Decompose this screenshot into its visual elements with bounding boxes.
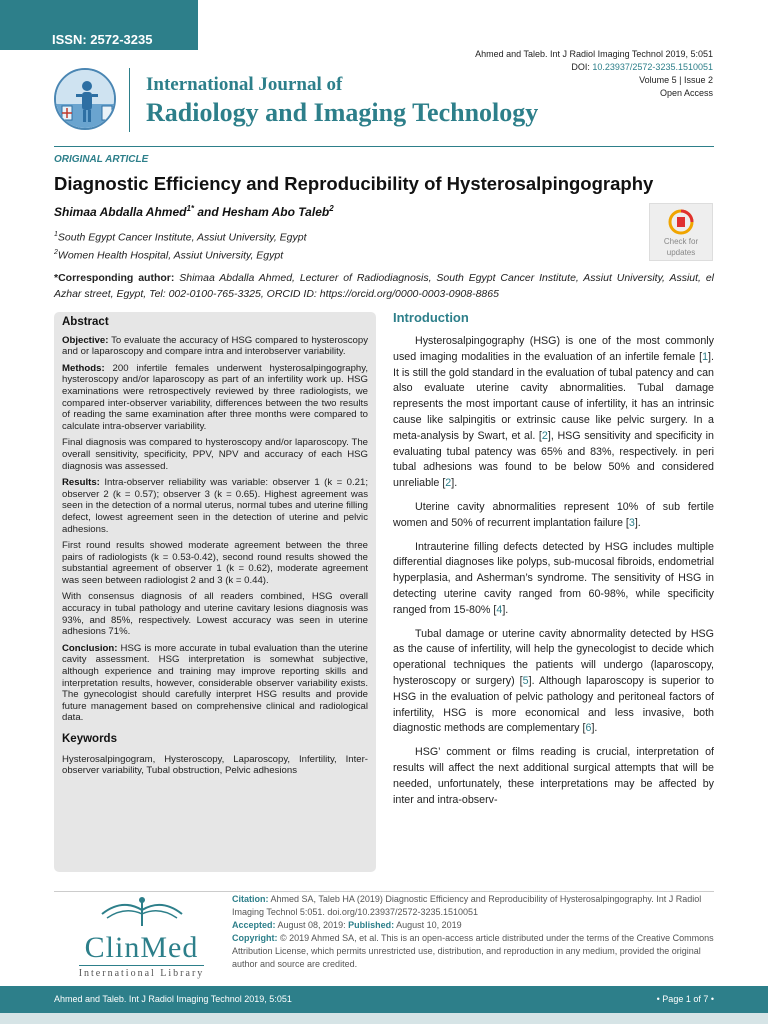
journal-name-line1: International Journal of xyxy=(146,74,343,95)
doi-link[interactable]: 10.23937/2572-3235.1510051 xyxy=(592,62,713,72)
abstract-objective xyxy=(62,335,368,358)
ref-link-2[interactable]: 2 xyxy=(541,429,548,442)
journal-name-line2: Radiology and Imaging Technology xyxy=(146,98,539,127)
author-2: Hesham Abo Taleb xyxy=(222,205,330,219)
abstract-results-2: First round results showed moderate agreement between the three pairs of radiologists (k = 0.53-0.42), second round results showed the substantial agreement of observer 1 (k = 0.62), moderate agreement was seen between radiologist 2 and 3 (k = 0.44). xyxy=(62,540,368,586)
introduction-body xyxy=(393,334,714,816)
affiliation-1 xyxy=(54,231,307,244)
objective-text: To evaluate the accuracy of HSG compared to hysteroscopy and or laparoscopy and compare intra and interobserver variability. xyxy=(62,334,368,358)
author-2-sup: 2 xyxy=(329,204,334,213)
citation-box xyxy=(232,893,716,971)
authors xyxy=(54,204,334,219)
intro-paragraph-2 xyxy=(393,500,714,532)
ref-link-4[interactable]: 4 xyxy=(496,603,503,616)
keywords-heading: Keywords xyxy=(62,733,117,745)
published-date: August 10, 2019 xyxy=(394,920,462,930)
intro-p4-c: ]. xyxy=(591,722,598,735)
intro-p1-b: ]. It is still the gold standard in the evaluation of tubal patency and can also evaluate uterine cavity abnormalities. Tubal damage represents the most important cause of infertility, it has an intrinsic cause like salpingitis or extrinsic cause like pelvic surgery. In a meta-analysis by Swart, et al. [ xyxy=(393,350,714,442)
footer-citation: Ahmed and Taleb. Int J Radiol Imaging Technol 2019, 5:051 xyxy=(54,994,292,1004)
clinmed-name: ClinMed xyxy=(84,931,199,964)
badge-line2: updates xyxy=(666,248,696,257)
abstract-methods xyxy=(62,363,368,433)
copyright-label: Copyright: xyxy=(232,933,278,943)
intro-p3-a: Intrauterine filling defects detected by HSG includes multiple differential diagnoses like polyps, sub-mucosal fibroids, endometrial hyperplasia, and Asherman’s syndrome. The sensitivity of HSG in detecting uterine cavity ranged from 60-98%, while specificity ranged from 15-80% [ xyxy=(393,540,714,616)
intro-paragraph-1 xyxy=(393,334,714,492)
header-rule xyxy=(54,146,714,147)
clinmed-logo xyxy=(54,896,229,979)
published-label: Published: xyxy=(348,920,395,930)
citation-label: Citation: xyxy=(232,894,269,904)
header-divider xyxy=(129,68,130,132)
ref-link-1[interactable]: 1 xyxy=(702,350,709,363)
corresponding-label: *Corresponding author: xyxy=(54,272,175,284)
check-for-updates-badge[interactable] xyxy=(649,203,713,261)
header-meta xyxy=(475,48,713,100)
author-1: Shimaa Abdalla Ahmed xyxy=(54,205,187,219)
conclusion-text: HSG is more accurate in tubal evaluation than the uterine cavity assessment. HSG interpretation is somewhat subjective, although experience and training may improve reporting skills and interpretation results, however, considerable observer variability exists. The gynecologist should carefully interpret HSG results and provide future management based on comprehensive clinical and radiological data. xyxy=(62,642,368,724)
dates-entry xyxy=(232,919,716,932)
citation-line: Ahmed and Taleb. Int J Radiol Imaging Technol 2019, 5:051 xyxy=(475,49,713,59)
accepted-date: August 08, 2019: xyxy=(275,920,349,930)
intro-p1-d: ]. xyxy=(451,477,458,490)
intro-p4-b: ]. Although laparoscopy is superior to HSG in the evaluation of pelvic pathology and peritoneal factors of infertility, HSG is more economical and less invasive, both diagnostic methods are complementary [ xyxy=(393,674,714,735)
abstract-box xyxy=(54,312,376,872)
footer-strip xyxy=(0,1013,768,1024)
intro-p1-c: ], HSG sensitivity and specificity in evaluating tubal patency was 65% and 83%, respectively. in peri tubal adhesions was found to be below 50% and considered unreliable [ xyxy=(393,429,714,490)
abstract-methods-2: Final diagnosis was compared to hysteroscopy and/or laparoscopy. The overall sensitivity, specificity, PPV, NPV and accuracy of each HSG diagnosis was assessed. xyxy=(62,437,368,472)
affiliation-2 xyxy=(54,249,283,262)
check-updates-icon xyxy=(668,209,694,235)
conclusion-label: Conclusion: xyxy=(62,642,118,654)
ref-link-2b[interactable]: 2 xyxy=(445,477,452,490)
accepted-label: Accepted: xyxy=(232,920,276,930)
abstract-results-3: With consensus diagnosis of all readers combined, HSG overall accuracy in tubal pathology and uterine cavitary lesions diagnosis was 93%, and 85%, respectively. Lowest accuracy was seen in uterine adhesions 71%. xyxy=(62,591,368,638)
badge-line1: Check for xyxy=(663,237,699,246)
abstract-heading: Abstract xyxy=(62,316,109,328)
intro-p2-a: Uterine cavity abnormalities represent 10% of sub fertile women and 50% of recurrent implantation failure [ xyxy=(393,500,714,529)
objective-label: Objective: xyxy=(62,334,109,346)
intro-paragraph-5: HSG’ comment or films reading is crucial, interpretation of results will affect the next additional surgical attempts that will be needed, unfortunately, these interpretations may be affected by inter and intra-observ- xyxy=(393,746,714,806)
issn-text: ISSN: 2572-3235 xyxy=(52,32,153,47)
article-type: ORIGINAL ARTICLE xyxy=(54,154,149,165)
volume-issue: Volume 5 | Issue 2 xyxy=(639,75,713,85)
introduction-heading: Introduction xyxy=(393,310,469,325)
copyright-entry xyxy=(232,932,716,971)
page-footer-bar xyxy=(0,986,768,1013)
open-access-label: Open Access xyxy=(659,88,713,98)
affiliation-1-text: South Egypt Cancer Institute, Assiut University, Egypt xyxy=(57,231,307,244)
doi-line xyxy=(475,61,713,74)
citation-text: Ahmed SA, Taleb HA (2019) Diagnostic Efficiency and Reproducibility of Hysterosalpingography. Int J Radiol Imaging Technol 5:051. doi.org/10.23937/2572-3235.1510051 xyxy=(232,894,702,917)
affiliation-1-sup: 1 xyxy=(54,231,58,238)
author-1-sup: 1* xyxy=(186,204,195,213)
abstract-results xyxy=(62,477,368,535)
authors-and: and xyxy=(194,205,223,219)
doi-label: DOI: xyxy=(571,62,590,72)
intro-p4-a: Tubal damage or uterine cavity abnormality detected by HSG as the cause of infertility, will help the gynecologist to decide which operational techniques the patients will undergo (laparoscopy, hysteroscopy or surgery) [ xyxy=(393,627,714,687)
keywords-text: Hysterosalpingogram, Hysteroscopy, Laparoscopy, Infertility, Inter-observer variability, Tubal obstruction, Pelvic adhesions xyxy=(62,753,368,777)
results-text: Intra-observer reliability was variable: observer 1 (k = 0.21; observer 2 (k = 0.57); observer 3 (k = 0.65). Highest agreement was seen in the detection of a normal uterus, normal tubes and uterine filling defect, lowest agreement seen in the detection of uterine and pelvic adhesions. xyxy=(62,477,368,535)
intro-paragraph-4 xyxy=(393,627,714,738)
article-title: Diagnostic Efficiency and Reproducibility of Hysterosalpingography xyxy=(54,173,654,194)
intro-p1-a: Hysterosalpingography (HSG) is one of the most commonly used imaging modalities in the evaluation of an infertile female [ xyxy=(393,335,714,363)
abstract-conclusion xyxy=(62,643,368,724)
copyright-text: © 2019 Ahmed SA, et al. This is an open-access article distributed under the terms of the Creative Commons Attribution License, which permits unrestricted use, distribution, and reproduction in any medium, provided the original author and source are credited. xyxy=(232,933,714,969)
methods-label: Methods: xyxy=(62,362,105,374)
issn-tab xyxy=(0,0,198,50)
corresponding-author xyxy=(54,270,714,302)
footer-rule xyxy=(54,891,714,892)
intro-p3-b: ]. xyxy=(502,603,509,616)
corresponding-text: Shimaa Abdalla Ahmed, Lecturer of Radiodiagnosis, South Egypt Cancer Institute, Assiut University, Assiut, el Azhar street, Egypt, Tel: 002-0100-765-3325, ORCID ID: https://orcid.org/0000-0003-0908-8865 xyxy=(54,272,714,300)
intro-p2-b: ]. xyxy=(634,516,641,529)
results-label: Results: xyxy=(62,477,100,489)
ref-link-3[interactable]: 3 xyxy=(628,516,635,529)
journal-logo-icon xyxy=(54,68,116,130)
ref-link-6[interactable]: 6 xyxy=(585,722,592,735)
page-number: • Page 1 of 7 • xyxy=(656,994,714,1004)
methods-text: 200 infertile females underwent hysterosalpingography, hysteroscopy and/or laparoscopy as part of an infertility work up. HSG examinations were retrospectively reviewed by three radiologists, we compared inter-observer variability, differences between the two results of reading the same examination after three months were compared to calculate intra-observer variability. xyxy=(62,362,368,432)
affiliation-2-text: Women Health Hospital, Assiut University, Egypt xyxy=(57,249,284,262)
intro-paragraph-3 xyxy=(393,540,714,619)
caduceus-icon xyxy=(97,896,187,926)
clinmed-subtitle: International Library xyxy=(79,965,205,979)
ref-link-5[interactable]: 5 xyxy=(522,674,529,687)
citation-entry xyxy=(232,893,716,919)
affiliation-2-sup: 2 xyxy=(54,249,58,256)
